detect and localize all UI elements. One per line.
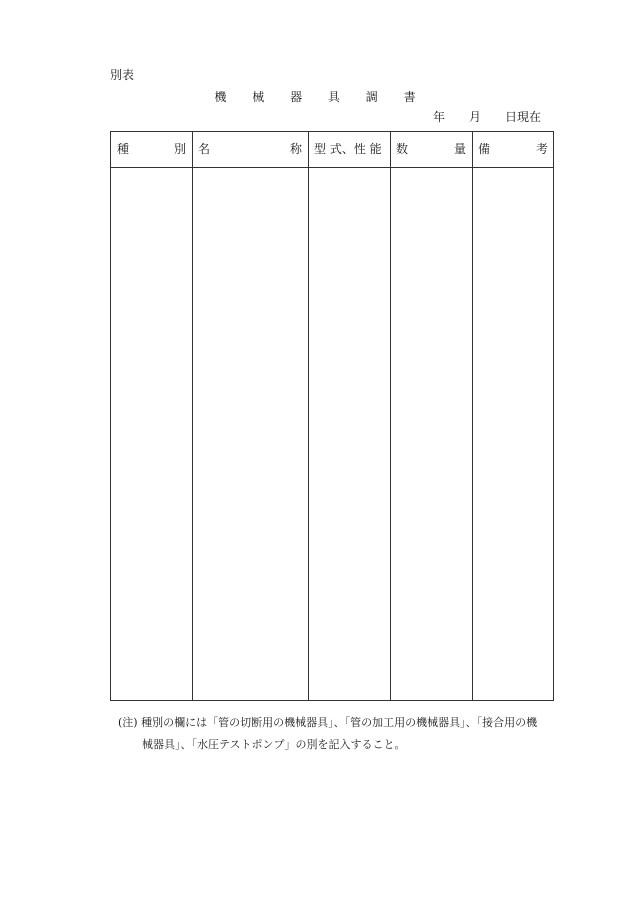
header-model-performance [308,132,390,167]
footnote-line: (注) 種別の欄には「管の切断用の機械器具」、「管の加工用の機械器具」、「接合用の機 [118,716,538,729]
column-divider [192,132,193,700]
header-text: 考 [535,142,548,156]
title-char: 器 [290,90,303,104]
header-name [192,132,308,167]
header-text: 種 [117,142,130,156]
document-title [0,88,630,105]
footnote [118,712,578,756]
date-month: 月 [469,110,482,124]
header-text: 名 [198,142,211,156]
title-char: 書 [403,90,416,104]
header-divider [111,167,553,168]
header-text: 別 [173,142,186,156]
header-text: 型 式、性 能 [314,142,382,156]
header-text: 量 [453,142,466,156]
equipment-table [110,131,554,701]
document-label: 別表 [110,68,135,82]
title-char: 具 [327,90,340,104]
header-text: 数 [396,142,409,156]
header-text: 称 [289,142,302,156]
date-day-as-of: 日現在 [505,110,542,124]
title-char: 調 [365,90,378,104]
footnote-line: 械器具」、「水圧テストポンプ」の別を記入すること。 [142,738,406,751]
header-text: 備 [478,142,491,156]
column-divider [308,132,309,700]
header-type [111,132,192,167]
title-char: 械 [252,90,265,104]
column-divider [472,132,473,700]
column-divider [390,132,391,700]
header-quantity [390,132,472,167]
title-char: 機 [214,90,227,104]
header-remarks [472,132,554,167]
date-year: 年 [433,110,446,124]
date-line [433,108,541,125]
